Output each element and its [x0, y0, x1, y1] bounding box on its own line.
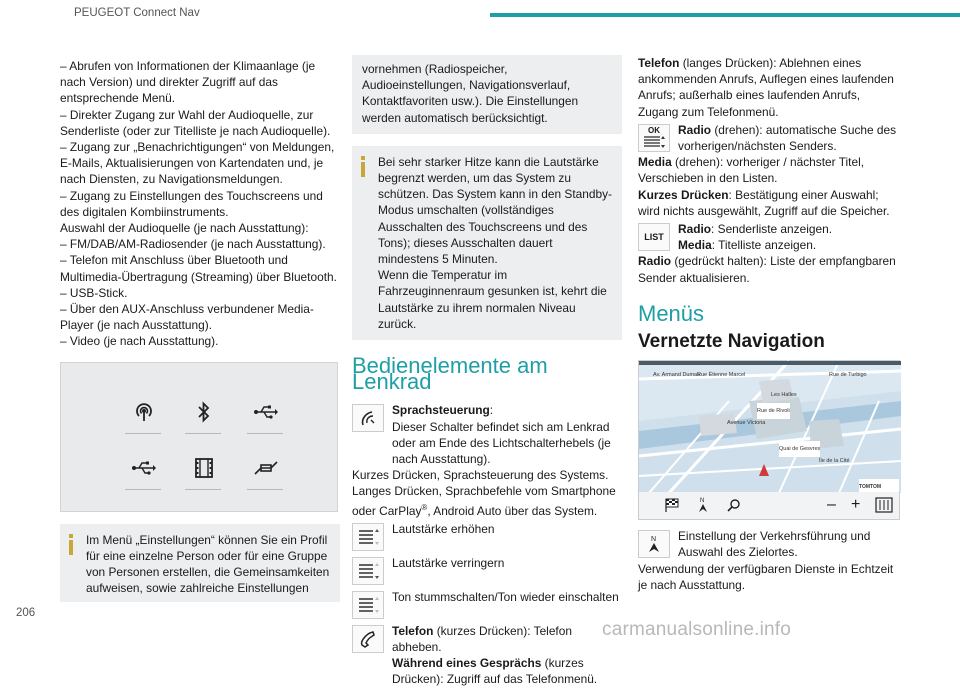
- map-label: TOMTOM: [859, 479, 899, 511]
- section-heading: Bedienelemente am Lenkrad: [352, 353, 548, 395]
- note-text: vornehmen (Radiospeicher, Audioeinstellungen, Navigationsverlauf, Kontaktfavoriten usw.). Die Einstellungen werden automatisch berücksichtigt.: [362, 62, 579, 125]
- usb-icon: [251, 397, 281, 427]
- list-button-icon: LIST: [638, 223, 670, 251]
- subsection-heading: Vernetzte Navigation: [638, 331, 825, 353]
- section-heading: Menüs: [638, 300, 705, 326]
- info-note-continued: [352, 55, 622, 134]
- navigation-map-image: [638, 360, 900, 492]
- audio-source-icons-panel: [60, 362, 338, 512]
- info-note: [60, 524, 340, 603]
- phone-text: Telefon (kurzes Drücken): Telefon abheben.: [392, 623, 572, 655]
- column-2: [352, 55, 622, 688]
- mute-item: [352, 589, 622, 619]
- map-label: Île de la Cité: [819, 458, 850, 465]
- info-icon: [69, 534, 73, 554]
- text-line: Kurzes Drücken, Sprachsteuerung des Systems.: [352, 468, 609, 483]
- map-label: Avenue Victoria: [727, 420, 766, 427]
- info-note: [352, 146, 622, 340]
- text-line: Radio (gedrückt halten): Liste der empfangbaren Sender aktualisieren.: [638, 254, 896, 285]
- text-line: – Abrufen von Informationen der Klimaanlage (je nach Version) und direkter Zugriff auf das entsprechende Menü.: [60, 59, 316, 106]
- phone-text-2: Während eines Gesprächs (kurzes Drücken): Zugriff auf das Telefonmenü.: [392, 656, 598, 687]
- divider: [247, 489, 283, 490]
- volume-up-item: [352, 521, 622, 551]
- ok-wheel-item: [638, 122, 903, 154]
- text-line: – Über den AUX-Anschluss verbundener Media-Player (je nach Ausstattung).: [60, 302, 314, 333]
- note-text: Im Menü „Einstellungen“ können Sie ein Profil für eine einzelne Person oder für eine Gruppe von Personen erstellen, die Gemeinsamkeiten aufweisen, sowie zahlreiche Einstellungen: [86, 532, 330, 596]
- column-1: [60, 58, 340, 602]
- text-line: – Direkter Zugang zur Wahl der Audioquelle, zur Senderliste (oder zur Titelliste je nach Audioquelle).: [60, 107, 331, 138]
- map-label: Av. Armand Dumas: [653, 372, 700, 379]
- voice-control-item: [352, 402, 622, 467]
- text-line: Langes Drücken, Sprachbefehle vom Smartphone oder CarPlay®, Android Auto über das System.: [352, 484, 616, 518]
- voice-text: Dieser Schalter befindet sich am Lenkrad oder am Ende des Lichtschalterhebels (je nach Ausstattung).: [392, 419, 611, 467]
- text-line: Kurzes Drücken: Bestätigung einer Auswahl; wird nichts ausgewählt, Zugriff auf die Speicher.: [638, 187, 890, 218]
- aux-icon: [251, 453, 281, 483]
- text-line: Media (drehen): vorheriger / nächster Titel, Verschieben in den Listen.: [638, 155, 865, 186]
- map-label: Rue de Turbigo: [829, 372, 867, 379]
- note-text: Bei sehr starker Hitze kann die Lautstärke begrenzt werden, um das System zu schützen. Das System kann in den Standby-Modus umschalten (vollständiges Ausschalten des Touchscreens und des Tons); dieses Ausschalten dauert mindestens 5 Minuten.: [378, 154, 612, 267]
- radio-turn-text: Radio (drehen): automatische Suche des vorherigen/nächsten Senders.: [678, 122, 897, 154]
- volume-down-item: [352, 555, 622, 585]
- voice-command-icon: [352, 404, 384, 432]
- text-line: – Zugang zu Einstellungen des Touchscreens und des digitalen Kombiinstruments.: [60, 188, 323, 219]
- text-line: Auswahl der Audioquelle (je nach Ausstattung):: [60, 221, 309, 236]
- watermark: carmanualsonline.info: [602, 619, 792, 640]
- zoom-in-icon: +: [851, 496, 861, 514]
- volume-up-icon: [352, 523, 384, 551]
- text-line: Telefon (langes Drücken): Ablehnen eines ankommenden Anrufs, Auflegen eines laufenden Anrufs; außerhalb eines laufenden Anrufs, Zugang zum Telefonmenü.: [638, 56, 894, 119]
- volume-up-label: Lautstärke erhöhen: [392, 521, 495, 536]
- divider: [125, 489, 161, 490]
- divider: [125, 433, 161, 434]
- header-title: PEUGEOT Connect Nav: [74, 7, 200, 19]
- voice-title: Sprachsteuerung:: [392, 403, 494, 418]
- divider: [185, 433, 221, 434]
- radio-list-text: Radio: Senderliste anzeigen.: [678, 222, 832, 237]
- volume-down-icon: [352, 557, 384, 585]
- divider: [247, 433, 283, 434]
- map-label: Quai de Gesvres: [779, 441, 820, 457]
- header-accent-bar: [490, 13, 960, 17]
- zoom-out-icon: –: [827, 496, 836, 514]
- compass-icon: [697, 496, 709, 518]
- phone-icon: [352, 625, 384, 653]
- info-icon: [361, 156, 365, 176]
- note-text: Wenn die Temperatur im Fahrzeuginnenraum gesunken ist, kehrt die Lautstärke zu ihrem normalen Niveau zurück.: [378, 268, 607, 331]
- divider: [185, 489, 221, 490]
- mute-label: Ton stummschalten/Ton wieder einschalten: [392, 589, 619, 604]
- ok-wheel-icon: OK: [638, 124, 670, 152]
- navigation-settings-icon: [875, 497, 893, 517]
- bluetooth-icon: [189, 397, 219, 427]
- search-icon: [727, 498, 741, 516]
- destination-flag-icon: [665, 498, 679, 516]
- video-icon: [189, 453, 219, 483]
- list-button-item: [638, 221, 903, 253]
- text-line: – Zugang zur „Benachrichtigungen“ von Meldungen, E-Mails, Aktualisierungen von Kartendaten und, je nach Diensten, zu Navigationsmeldungen.: [60, 140, 335, 187]
- map-label: Rue Étienne Marcel: [697, 372, 746, 379]
- nav-settings-text: Einstellung der Verkehrsführung und Auswahl des Zielortes.: [678, 529, 871, 560]
- compass-icon: [638, 530, 670, 558]
- map-label: Rue de Rivoli: [757, 403, 790, 419]
- map-label: Les Halles: [771, 392, 797, 399]
- text-line: – FM/DAB/AM-Radiosender (je nach Ausstattung).: [60, 237, 326, 252]
- media-list-text: Media: Titelliste anzeigen.: [678, 238, 817, 253]
- phone-item: [352, 623, 622, 688]
- radio-icon: [129, 397, 159, 427]
- text-line: – Telefon mit Anschluss über Bluetooth und Multimedia-Übertragung (Streaming) über Bluetooth.: [60, 253, 337, 284]
- map-toolbar: [638, 492, 900, 520]
- usb-icon: [129, 453, 159, 483]
- page-number: 206: [16, 607, 36, 619]
- svg-text:N: N: [651, 536, 657, 544]
- svg-text:N: N: [700, 498, 705, 505]
- column-3: [638, 55, 903, 593]
- text-line: – USB-Stick.: [60, 285, 128, 300]
- nav-settings-item: [638, 528, 903, 560]
- text-line: – Video (je nach Ausstattung).: [60, 334, 219, 349]
- text-line: Verwendung der verfügbaren Dienste in Echtzeit je nach Ausstattung.: [638, 561, 894, 592]
- volume-down-label: Lautstärke verringern: [392, 555, 505, 570]
- mute-icon: [352, 591, 384, 619]
